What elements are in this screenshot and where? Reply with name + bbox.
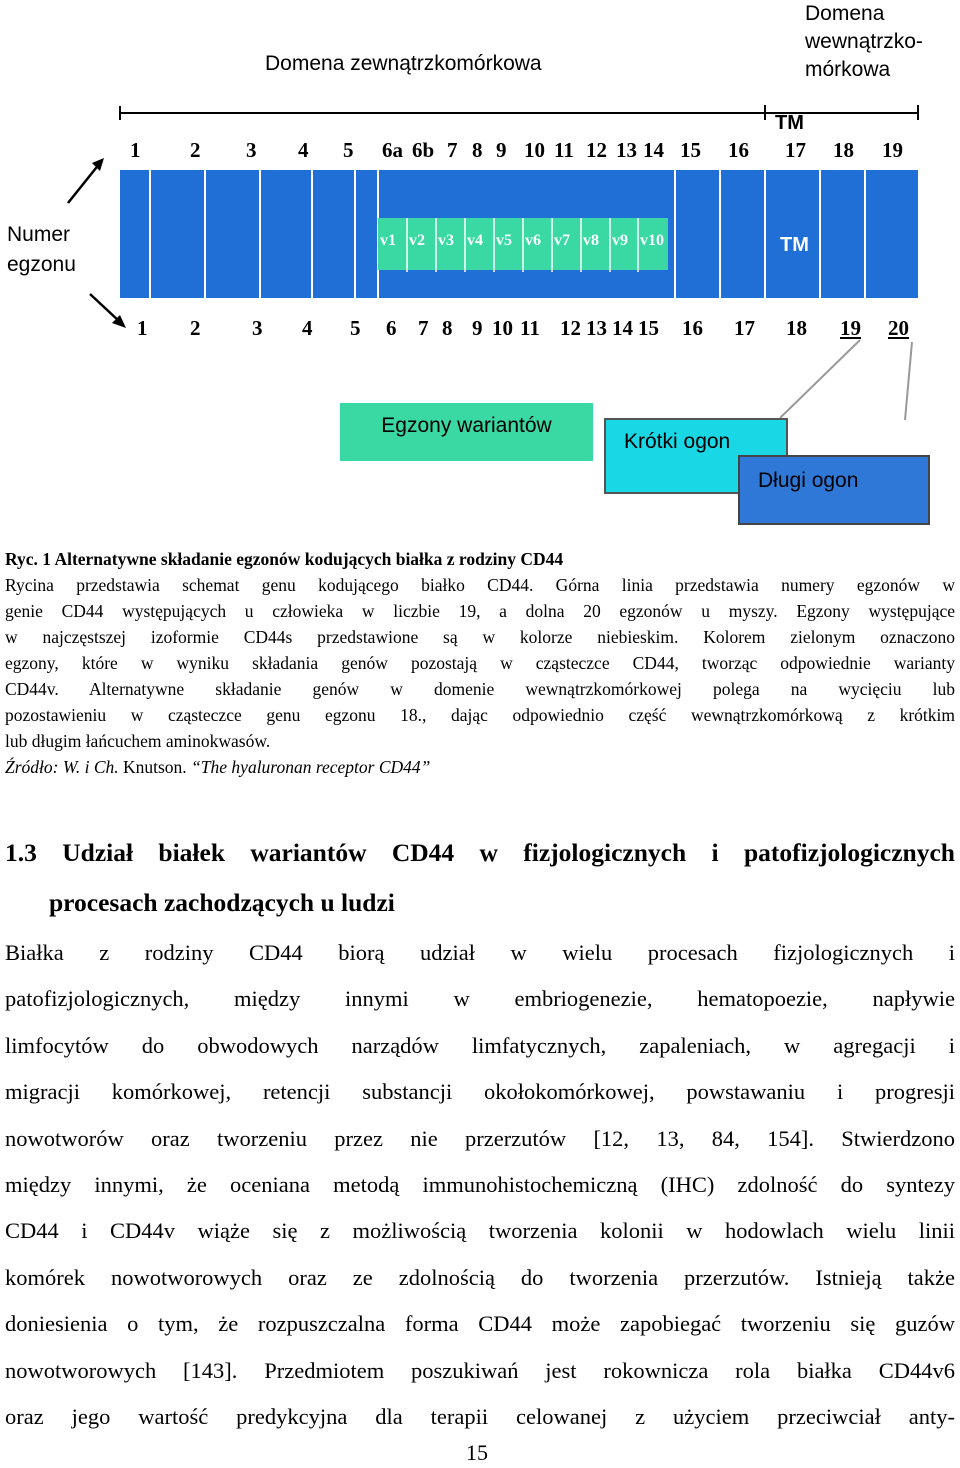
exon-number: 2 <box>190 138 201 162</box>
extracellular-domain-label: Domena zewnątrzkomórkowa <box>265 52 542 75</box>
body-line: patofizjologicznych, między innymi w embriogenezie, hematopoezie, napływie <box>5 986 955 1012</box>
exon-number: 4 <box>298 138 309 162</box>
body-line: komórek nowotworowych oraz ze zdolnością do tworzenia przerzutów. Istnieją także <box>5 1264 955 1290</box>
legend-variant-exons: Egzony wariantów <box>340 403 593 461</box>
intracellular-domain-label: Domena wewnątrzko- mórkowa <box>805 2 923 81</box>
body-line: nowotworowych [143]. Przedmiotem poszukiwań jest rokownicza rola białka CD44v6 <box>5 1357 955 1383</box>
top-exon-row <box>120 138 920 166</box>
exon-number: 9 <box>472 316 483 340</box>
exon-number: 3 <box>246 138 257 162</box>
caption-line: CD44v. Alternatywne składanie genów w domenie wewnątrzkomórkowej polega na wycięciu lub <box>5 679 955 699</box>
exon-number: 19 <box>882 138 903 162</box>
exon-number: 6a <box>382 138 403 162</box>
exon-number: 3 <box>252 316 263 340</box>
exon-number: 17 <box>785 138 806 162</box>
exon-number: 12 <box>586 138 607 162</box>
caption-source: Źródło: W. i Ch. Knutson. “The hyaluronan receptor CD44” <box>5 757 431 777</box>
exon-number: 14 <box>643 138 664 162</box>
variant-exon: v2 <box>409 232 425 249</box>
section-heading-line2: procesach zachodzących u ludzi <box>49 888 395 917</box>
exon-number: 10 <box>524 138 545 162</box>
exon-number: 10 <box>492 316 513 340</box>
caption-title: Ryc. 1 Alternatywne składanie egzonów kodujących białka z rodziny CD44 <box>5 549 564 569</box>
exon-number: 6b <box>412 138 435 162</box>
exon-number: 7 <box>447 138 458 162</box>
caption-line: genie CD44 występujących u człowieka w liczbie 19, a dolna 20 egzonów u myszy. Egzony występujące <box>5 601 955 621</box>
variant-exon: v8 <box>583 232 599 249</box>
exon-number: 1 <box>137 316 148 340</box>
exon-number: 5 <box>350 316 361 340</box>
exon-number: 9 <box>496 138 507 162</box>
legend-short-tail: Krótki ogon <box>604 418 788 494</box>
exon-number: 18 <box>833 138 854 162</box>
exon-number: 11 <box>554 138 574 162</box>
exon-number: 8 <box>442 316 453 340</box>
caption-line: egzony, które w wyniku składania genów pozostają w cząsteczce CD44, tworząc odpowiednie warianty <box>5 653 955 673</box>
body-line: migracji komórkowej, retencji substancji okołokomórkowej, powstawaniu i progresji <box>5 1079 955 1105</box>
variant-exon: v3 <box>438 232 454 249</box>
exon-number-label: Numer egzonu <box>7 223 76 276</box>
exon-number: 7 <box>418 316 429 340</box>
variant-exon: v7 <box>554 232 570 249</box>
page-number: 15 <box>466 1440 488 1465</box>
variant-exon: v6 <box>525 232 541 249</box>
body-line: Białka z rodziny CD44 biorą udział w wielu procesach fizjologicznych i <box>5 940 955 965</box>
exon-number: 20 <box>888 316 909 340</box>
body-line: nowotworów oraz tworzeniu przez nie przerzutów [12, 13, 84, 154]. Stwierdzono <box>5 1125 955 1151</box>
body-line: doniesienia o tym, że rozpuszczalna forma CD44 może zapobiegać tworzeniu się guzów <box>5 1311 955 1337</box>
figure-caption <box>5 546 955 780</box>
exon-number: 2 <box>190 316 201 340</box>
caption-line: lub długim łańcuchem aminokwasów. <box>5 731 271 751</box>
caption-line: pozostawieniu w cząsteczce genu egzonu 18., dając odpowiednio część wewnątrzkomórkową z krótkim <box>5 705 955 725</box>
variant-dividers <box>378 218 670 272</box>
variant-exon: v1 <box>380 232 396 249</box>
exon-number: 17 <box>734 316 755 340</box>
legend-long-tail: Długi ogon <box>738 455 930 525</box>
body-line: limfocytów do obwodowych narządów limfatycznych, zapaleniach, w agregacji i <box>5 1032 955 1058</box>
body-line: oraz jego wartość predykcyjna dla terapii celowanej z użyciem przeciwciał anty- <box>5 1404 955 1430</box>
exon-number: 18 <box>786 316 807 340</box>
exon-number: 15 <box>680 138 701 162</box>
tm-label-top: TM <box>775 112 804 134</box>
variant-exon: v4 <box>467 232 483 249</box>
variant-exon: v9 <box>612 232 628 249</box>
variant-exon: v5 <box>496 232 512 249</box>
exon-number: 12 <box>560 316 581 340</box>
body-line: między innymi, że oceniana metodą immunohistochemiczną (IHC) zdolność do syntezy <box>5 1172 955 1198</box>
exon-number: 11 <box>520 316 540 340</box>
exon-number: 13 <box>586 316 607 340</box>
exon-number: 13 <box>616 138 637 162</box>
exon-number: 1 <box>130 138 141 162</box>
section-heading-line1: 1.3 Udział białek wariantów CD44 w fizjologicznych i patofizjologicznych <box>5 838 955 867</box>
exon-number: 8 <box>472 138 483 162</box>
exon-number: 16 <box>728 138 749 162</box>
section-heading <box>5 828 955 928</box>
body-text <box>5 930 955 1440</box>
exon-number: 14 <box>612 316 633 340</box>
exon-number: 19 <box>840 316 861 340</box>
tm-label-bottom: TM <box>780 234 809 256</box>
variant-exon: v10 <box>640 232 664 249</box>
exon-number: 6 <box>386 316 397 340</box>
caption-line: Rycina przedstawia schemat genu kodującego białko CD44. Górna linia przedstawia numery egzonów w <box>5 575 955 595</box>
caption-line: w najczęstszej izoformie CD44s przedstawione są w kolorze niebieskim. Kolorem zielonym oznaczono <box>5 627 955 647</box>
exon-number: 16 <box>682 316 703 340</box>
exon-number: 15 <box>638 316 659 340</box>
exon-number: 5 <box>343 138 354 162</box>
exon-number: 4 <box>302 316 313 340</box>
body-line: CD44 i CD44v wiąże się z możliwością tworzenia kolonii w hodowlach wielu linii <box>5 1218 955 1244</box>
